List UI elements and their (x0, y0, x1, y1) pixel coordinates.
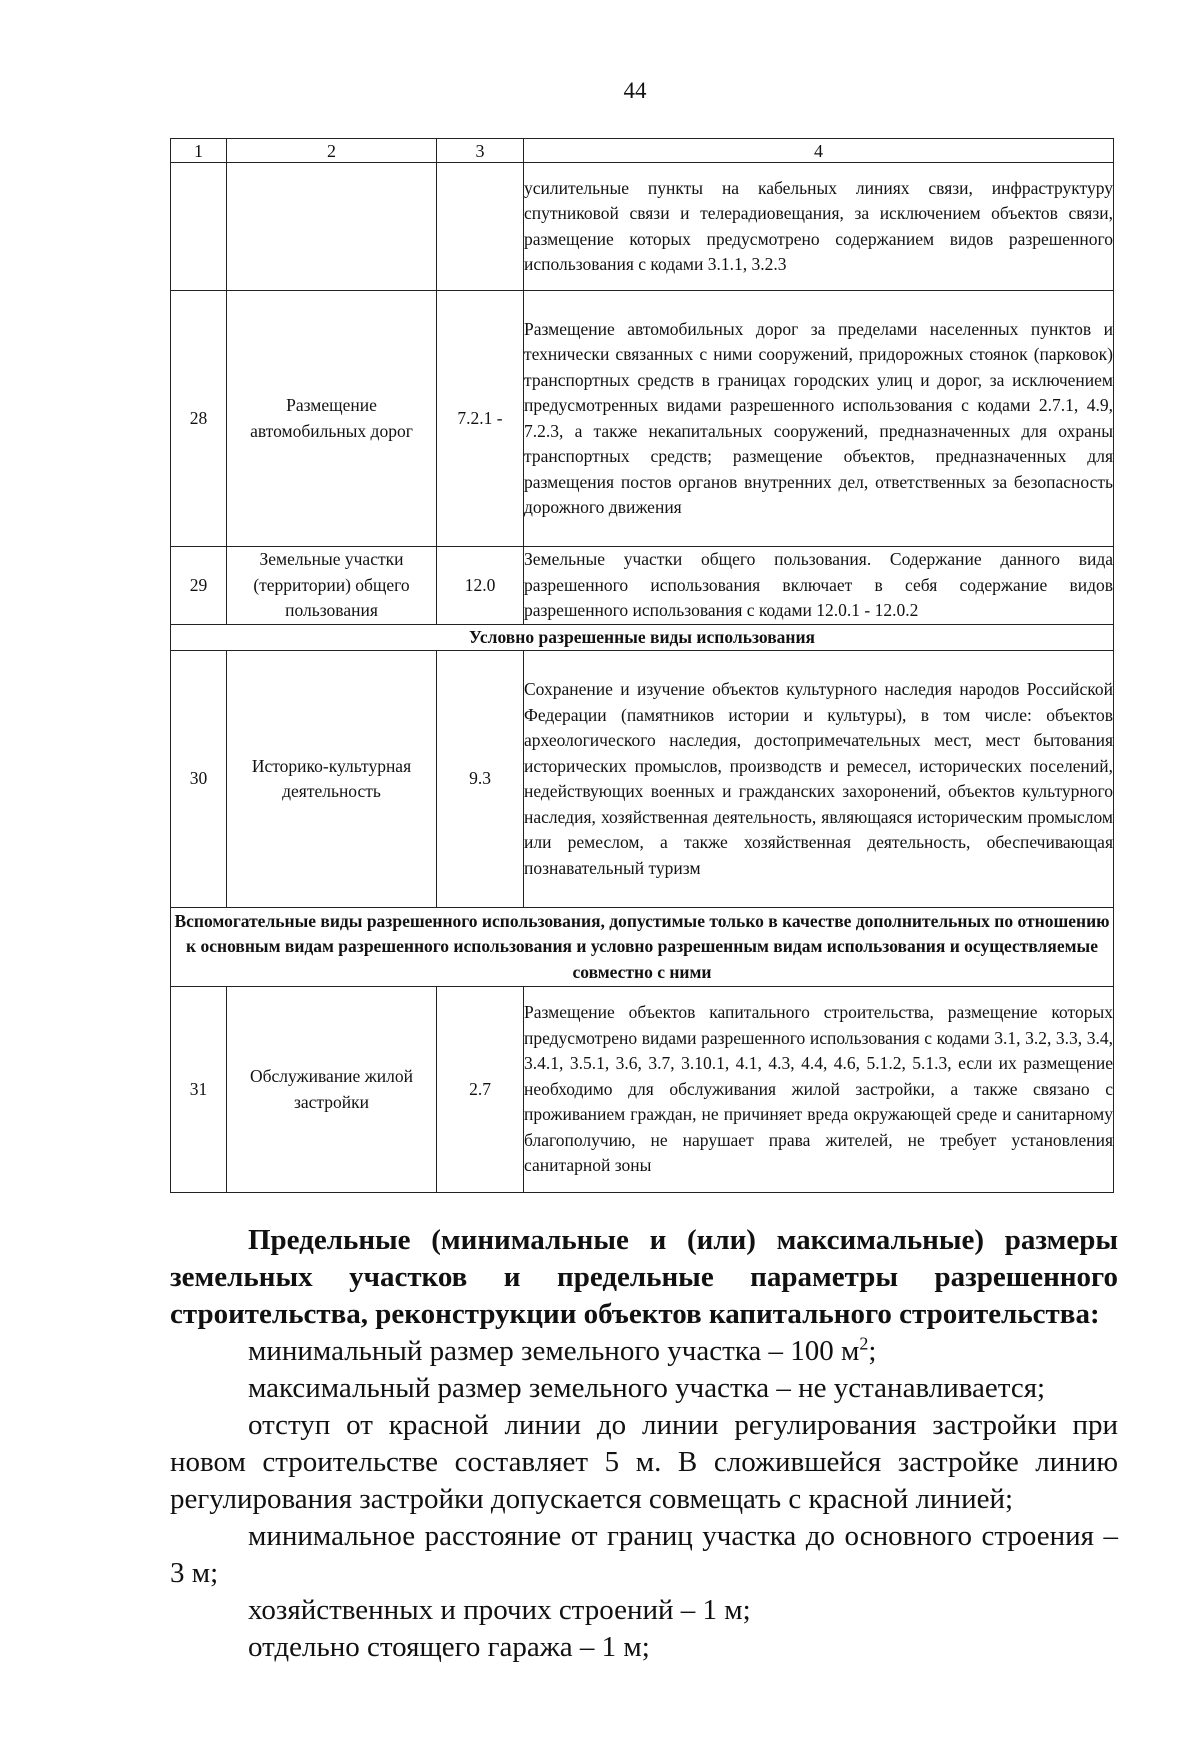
row-description: Размещение объектов капитального строительства, размещение которых предусмотрено видами разрешенного использования с кодами 3.1, 3.2, 3.3, 3.4, 3.4.1, 3.5.1, 3.6, 3.7, 3.10.1, 4.1, 4.3, 4.4, 4.6, 5.1.2, 5.1.3, если их размещение необходимо для обслуживания жилой застройки, а также связано с проживанием граждан, не причиняет вреда окружающей среде и санитарному благополучию, не нарушает права жителей, не требует установления санитарной зоны (524, 1002, 1113, 1176)
table-row (171, 987, 1114, 1193)
row-number: 31 (171, 987, 227, 1193)
land-use-table (170, 138, 1114, 1193)
row-number: 30 (171, 651, 227, 908)
table-row (171, 547, 1114, 625)
row-number: 29 (171, 547, 227, 625)
row-description: Земельные участки общего пользования. Содержание данного вида разрешенного использования включает в себя содержание видов разрешенного использования с кодами 12.0.1 - 12.0.2 (524, 549, 1113, 620)
paragraph-max-plot-size: максимальный размер земельного участка – не устанавливается; (248, 1372, 1046, 1404)
paragraph-red-line-offset: отступ от красной линии до линии регулирования застройки при новом строительстве составляет 5 м. В сложившейся застройке линию регулирования застройки допускается совмещать с красной линией; (170, 1409, 1118, 1515)
header-col-2: 2 (227, 139, 437, 163)
paragraph-min-distance-garage: отдельно стоящего гаража – 1 м; (248, 1631, 650, 1663)
section-row (171, 908, 1114, 987)
row-name: Земельные участки (территории) общего пользования (227, 547, 437, 625)
table-row (171, 651, 1114, 908)
section-auxiliary-title: Вспомогательные виды разрешенного использования, допустимые только в качестве дополнительных по отношению к основным видам разрешенного использования и условно разрешенным видам использования и осуществляемые совместно с ними (171, 908, 1114, 987)
row-code: 9.3 (437, 651, 524, 908)
row-name: Историко-культурная деятельность (227, 651, 437, 908)
row-code: 7.2.1 - (437, 291, 524, 547)
row-name: Размещение автомобильных дорог (227, 291, 437, 547)
parameters-section (170, 1222, 1118, 1666)
row-description: Сохранение и изучение объектов культурного наследия народов Российской Федерации (памятников истории и культуры), в том числе: объектов археологического наследия, достопримечательных мест, мест бытования исторических промыслов, производств и ремесел, исторических поселений, недействующих военных и гражданских захоронений, объектов культурного наследия, хозяйственная деятельность, являющаяся историческим промыслом или ремеслом, а также хозяйственная деятельность, обеспечивающая познавательный туризм (524, 679, 1113, 878)
header-col-1: 1 (171, 139, 227, 163)
row-description: Размещение автомобильных дорог за пределами населенных пунктов и технически связанных с ними сооружений, придорожных стоянок (парковок) транспортных средств в границах городских улиц и дорог, за исключением предусмотренных видами разрешенного использования с кодами 2.7.1, 4.9, 7.2.3, а также некапитальных сооружений, предназначенных для охраны транспортных средств; размещение объектов, предназначенных для размещения постов органов внутренних дел, ответственных за безопасность дорожного движения (524, 318, 1113, 517)
row-code: 2.7 (437, 987, 524, 1193)
row-number: 28 (171, 291, 227, 547)
row-continued-description: усилительные пункты на кабельных линиях связи, инфраструктуру спутниковой связи и телерадиовещания, за исключением объектов связи, размещение которых предусмотрено содержанием видов разрешенного использования с кодами 3.1.1, 3.2.3 (524, 177, 1113, 274)
paragraph-min-plot-size: минимальный размер земельного участка – 100 $м^2$; (248, 1333, 877, 1367)
header-col-4: 4 (524, 139, 1114, 163)
table-row (171, 163, 1114, 291)
section-conditional-title: Условно разрешенные виды использования (171, 624, 1114, 651)
paragraph-min-distance-main: минимальное расстояние от границ участка до основного строения – 3 м; (170, 1520, 1118, 1589)
parameters-heading: Предельные (минимальные и (или) максимальные) размеры земельных участков и предельные параметры разрешенного строительства, реконструкции объектов капитального строительства: (170, 1224, 1118, 1330)
header-col-3: 3 (437, 139, 524, 163)
row-code: 12.0 (437, 547, 524, 625)
paragraph-min-distance-outbuildings: хозяйственных и прочих строений – 1 м; (248, 1594, 751, 1626)
section-row (171, 624, 1114, 651)
table-row (171, 291, 1114, 547)
row-name: Обслуживание жилой застройки (227, 987, 437, 1193)
table-header-row (171, 139, 1114, 163)
page-number: 44 (623, 78, 647, 103)
